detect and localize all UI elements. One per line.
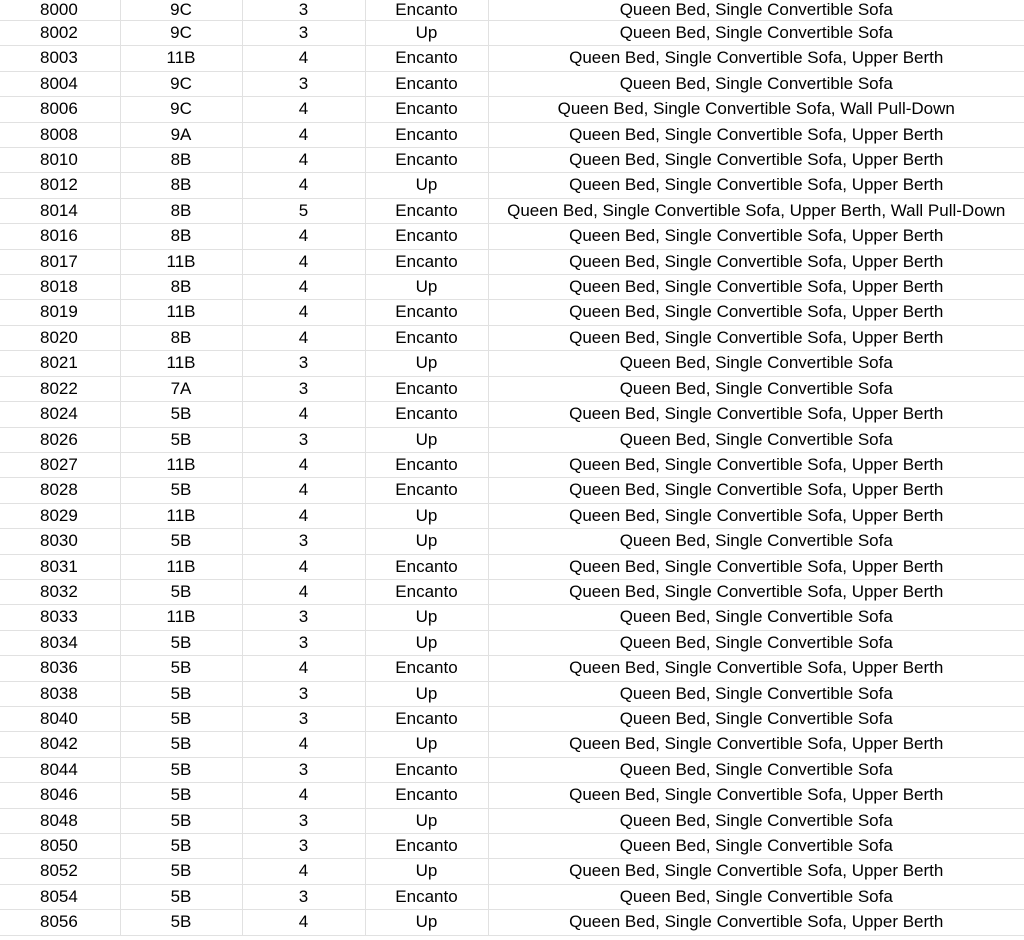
occupancy-cell[interactable]: 3	[242, 21, 365, 46]
location-cell[interactable]: Up	[365, 21, 488, 46]
cabin-number-cell[interactable]: 8050	[0, 834, 120, 859]
occupancy-cell[interactable]: 3	[242, 681, 365, 706]
location-cell[interactable]: Up	[365, 681, 488, 706]
occupancy-cell[interactable]: 3	[242, 706, 365, 731]
table-row	[0, 122, 1024, 147]
cabin-number-cell[interactable]: 8008	[0, 122, 120, 147]
table-row	[0, 275, 1024, 300]
occupancy-cell[interactable]: 4	[242, 224, 365, 249]
location-cell[interactable]: Up	[365, 910, 488, 935]
category-cell[interactable]: 5B	[120, 732, 242, 757]
cabin-number-cell[interactable]: 8033	[0, 605, 120, 630]
table-row	[0, 910, 1024, 935]
location-cell[interactable]: Encanto	[365, 249, 488, 274]
cabin-number-cell[interactable]: 8003	[0, 46, 120, 71]
beds-cell[interactable]: Queen Bed, Single Convertible Sofa, Upper Berth	[488, 148, 1024, 173]
beds-cell[interactable]: Queen Bed, Single Convertible Sofa, Upper Berth, Wall Pull-Down	[488, 198, 1024, 223]
category-cell[interactable]: 5B	[120, 656, 242, 681]
beds-cell[interactable]: Queen Bed, Single Convertible Sofa, Upper Berth	[488, 249, 1024, 274]
cabin-number-cell[interactable]: 8028	[0, 478, 120, 503]
location-cell[interactable]: Encanto	[365, 402, 488, 427]
occupancy-cell[interactable]: 3	[242, 834, 365, 859]
category-cell[interactable]: 11B	[120, 249, 242, 274]
beds-cell[interactable]: Queen Bed, Single Convertible Sofa, Upper Berth	[488, 859, 1024, 884]
table-row	[0, 630, 1024, 655]
cabin-number-cell[interactable]: 8016	[0, 224, 120, 249]
category-cell[interactable]: 5B	[120, 579, 242, 604]
beds-cell[interactable]: Queen Bed, Single Convertible Sofa, Upper Berth	[488, 579, 1024, 604]
category-cell[interactable]: 11B	[120, 300, 242, 325]
occupancy-cell[interactable]: 3	[242, 808, 365, 833]
cabin-number-cell[interactable]: 8052	[0, 859, 120, 884]
cabin-number-cell[interactable]: 8021	[0, 351, 120, 376]
occupancy-cell[interactable]: 3	[242, 884, 365, 909]
category-cell[interactable]: 5B	[120, 529, 242, 554]
table-row	[0, 808, 1024, 833]
cabin-number-cell[interactable]: 8022	[0, 376, 120, 401]
occupancy-cell[interactable]: 4	[242, 732, 365, 757]
cabin-number-cell[interactable]: 8020	[0, 325, 120, 350]
table-row	[0, 427, 1024, 452]
occupancy-cell[interactable]: 4	[242, 122, 365, 147]
beds-cell[interactable]: Queen Bed, Single Convertible Sofa, Upper Berth	[488, 783, 1024, 808]
location-cell[interactable]: Encanto	[365, 325, 488, 350]
location-cell[interactable]: Up	[365, 351, 488, 376]
cabin-number-cell[interactable]: 8054	[0, 884, 120, 909]
location-cell[interactable]: Encanto	[365, 478, 488, 503]
cabin-number-cell[interactable]: 8012	[0, 173, 120, 198]
occupancy-cell[interactable]: 3	[242, 427, 365, 452]
location-cell[interactable]: Up	[365, 529, 488, 554]
category-cell[interactable]: 11B	[120, 351, 242, 376]
occupancy-cell[interactable]: 4	[242, 554, 365, 579]
table-row	[0, 300, 1024, 325]
table-row	[0, 452, 1024, 477]
category-cell[interactable]: 7A	[120, 376, 242, 401]
category-cell[interactable]: 5B	[120, 402, 242, 427]
table-row	[0, 21, 1024, 46]
location-cell[interactable]: Encanto	[365, 452, 488, 477]
beds-cell[interactable]: Queen Bed, Single Convertible Sofa	[488, 605, 1024, 630]
table-row	[0, 757, 1024, 782]
table-row	[0, 834, 1024, 859]
occupancy-cell[interactable]: 4	[242, 148, 365, 173]
beds-cell[interactable]: Queen Bed, Single Convertible Sofa	[488, 808, 1024, 833]
location-cell[interactable]: Encanto	[365, 554, 488, 579]
table-row	[0, 97, 1024, 122]
cabin-number-cell[interactable]: 8014	[0, 198, 120, 223]
location-cell[interactable]: Encanto	[365, 122, 488, 147]
location-cell[interactable]: Up	[365, 275, 488, 300]
category-cell[interactable]: 8B	[120, 198, 242, 223]
category-cell[interactable]: 8B	[120, 148, 242, 173]
table-row	[0, 0, 1024, 21]
category-cell[interactable]: 9A	[120, 122, 242, 147]
occupancy-cell[interactable]: 4	[242, 656, 365, 681]
table-row	[0, 224, 1024, 249]
location-cell[interactable]: Encanto	[365, 224, 488, 249]
category-cell[interactable]: 5B	[120, 681, 242, 706]
beds-cell[interactable]: Queen Bed, Single Convertible Sofa, Upper Berth	[488, 503, 1024, 528]
cabin-number-cell[interactable]: 8038	[0, 681, 120, 706]
location-cell[interactable]: Encanto	[365, 198, 488, 223]
beds-cell[interactable]: Queen Bed, Single Convertible Sofa, Upper Berth	[488, 46, 1024, 71]
location-cell[interactable]: Encanto	[365, 97, 488, 122]
occupancy-cell[interactable]: 4	[242, 97, 365, 122]
occupancy-cell[interactable]: 4	[242, 910, 365, 935]
category-cell[interactable]: 8B	[120, 325, 242, 350]
occupancy-cell[interactable]: 4	[242, 478, 365, 503]
location-cell[interactable]: Encanto	[365, 656, 488, 681]
cabin-number-cell[interactable]: 8019	[0, 300, 120, 325]
occupancy-cell[interactable]: 3	[242, 71, 365, 96]
location-cell[interactable]: Up	[365, 859, 488, 884]
beds-cell[interactable]: Queen Bed, Single Convertible Sofa	[488, 706, 1024, 731]
beds-cell[interactable]: Queen Bed, Single Convertible Sofa, Upper Berth	[488, 478, 1024, 503]
occupancy-cell[interactable]: 3	[242, 630, 365, 655]
occupancy-cell[interactable]: 3	[242, 605, 365, 630]
location-cell[interactable]: Encanto	[365, 71, 488, 96]
location-cell[interactable]: Encanto	[365, 884, 488, 909]
category-cell[interactable]: 11B	[120, 554, 242, 579]
location-cell[interactable]: Up	[365, 427, 488, 452]
category-cell[interactable]: 5B	[120, 478, 242, 503]
table-row	[0, 859, 1024, 884]
table-row	[0, 402, 1024, 427]
beds-cell[interactable]: Queen Bed, Single Convertible Sofa, Upper Berth	[488, 300, 1024, 325]
category-cell[interactable]: 11B	[120, 452, 242, 477]
category-cell[interactable]: 8B	[120, 275, 242, 300]
table-row	[0, 351, 1024, 376]
occupancy-cell[interactable]: 4	[242, 783, 365, 808]
occupancy-cell[interactable]: 3	[242, 0, 365, 21]
beds-cell[interactable]: Queen Bed, Single Convertible Sofa	[488, 757, 1024, 782]
occupancy-cell[interactable]: 4	[242, 300, 365, 325]
cabin-number-cell[interactable]: 8048	[0, 808, 120, 833]
location-cell[interactable]: Encanto	[365, 834, 488, 859]
category-cell[interactable]: 11B	[120, 503, 242, 528]
table-row	[0, 198, 1024, 223]
category-cell[interactable]: 11B	[120, 605, 242, 630]
table-row	[0, 478, 1024, 503]
occupancy-cell[interactable]: 3	[242, 351, 365, 376]
beds-cell[interactable]: Queen Bed, Single Convertible Sofa	[488, 884, 1024, 909]
location-cell[interactable]: Encanto	[365, 783, 488, 808]
location-cell[interactable]: Encanto	[365, 376, 488, 401]
table-row	[0, 325, 1024, 350]
table-row	[0, 656, 1024, 681]
occupancy-cell[interactable]: 4	[242, 503, 365, 528]
table-row	[0, 529, 1024, 554]
category-cell[interactable]: 11B	[120, 46, 242, 71]
category-cell[interactable]: 5B	[120, 757, 242, 782]
occupancy-cell[interactable]: 4	[242, 452, 365, 477]
beds-cell[interactable]: Queen Bed, Single Convertible Sofa	[488, 834, 1024, 859]
cabin-number-cell[interactable]: 8034	[0, 630, 120, 655]
beds-cell[interactable]: Queen Bed, Single Convertible Sofa, Upper Berth	[488, 173, 1024, 198]
beds-cell[interactable]: Queen Bed, Single Convertible Sofa	[488, 71, 1024, 96]
cabin-number-cell[interactable]: 8036	[0, 656, 120, 681]
occupancy-cell[interactable]: 4	[242, 579, 365, 604]
category-cell[interactable]: 9C	[120, 21, 242, 46]
cabin-number-cell[interactable]: 8027	[0, 452, 120, 477]
location-cell[interactable]: Encanto	[365, 300, 488, 325]
cabin-number-cell[interactable]: 8000	[0, 0, 120, 21]
occupancy-cell[interactable]: 4	[242, 275, 365, 300]
category-cell[interactable]: 5B	[120, 884, 242, 909]
category-cell[interactable]: 5B	[120, 427, 242, 452]
beds-cell[interactable]: Queen Bed, Single Convertible Sofa	[488, 427, 1024, 452]
table-row	[0, 503, 1024, 528]
table-row	[0, 554, 1024, 579]
table-row	[0, 732, 1024, 757]
beds-cell[interactable]: Queen Bed, Single Convertible Sofa, Upper Berth	[488, 656, 1024, 681]
occupancy-cell[interactable]: 3	[242, 757, 365, 782]
table-row	[0, 71, 1024, 96]
location-cell[interactable]: Up	[365, 173, 488, 198]
occupancy-cell[interactable]: 4	[242, 402, 365, 427]
occupancy-cell[interactable]: 4	[242, 46, 365, 71]
location-cell[interactable]: Up	[365, 605, 488, 630]
table-row	[0, 376, 1024, 401]
category-cell[interactable]: 5B	[120, 706, 242, 731]
cabin-number-cell[interactable]: 8042	[0, 732, 120, 757]
beds-cell[interactable]: Queen Bed, Single Convertible Sofa, Upper Berth	[488, 554, 1024, 579]
occupancy-cell[interactable]: 3	[242, 529, 365, 554]
occupancy-cell[interactable]: 4	[242, 859, 365, 884]
cabin-number-cell[interactable]: 8032	[0, 579, 120, 604]
table-row	[0, 783, 1024, 808]
table-row	[0, 579, 1024, 604]
cabin-number-cell[interactable]: 8046	[0, 783, 120, 808]
table-row	[0, 46, 1024, 71]
location-cell[interactable]: Up	[365, 808, 488, 833]
occupancy-cell[interactable]: 4	[242, 325, 365, 350]
cabin-number-cell[interactable]: 8040	[0, 706, 120, 731]
beds-cell[interactable]: Queen Bed, Single Convertible Sofa, Wall Pull-Down	[488, 97, 1024, 122]
occupancy-cell[interactable]: 4	[242, 249, 365, 274]
beds-cell[interactable]: Queen Bed, Single Convertible Sofa, Upper Berth	[488, 325, 1024, 350]
cabin-number-cell[interactable]: 8004	[0, 71, 120, 96]
beds-cell[interactable]: Queen Bed, Single Convertible Sofa, Upper Berth	[488, 452, 1024, 477]
cabin-number-cell[interactable]: 8006	[0, 97, 120, 122]
beds-cell[interactable]: Queen Bed, Single Convertible Sofa, Upper Berth	[488, 224, 1024, 249]
location-cell[interactable]: Encanto	[365, 757, 488, 782]
cabin-number-cell[interactable]: 8024	[0, 402, 120, 427]
cabin-number-cell[interactable]: 8031	[0, 554, 120, 579]
category-cell[interactable]: 9C	[120, 97, 242, 122]
category-cell[interactable]: 5B	[120, 910, 242, 935]
table-row	[0, 706, 1024, 731]
location-cell[interactable]: Encanto	[365, 46, 488, 71]
cabin-number-cell[interactable]: 8029	[0, 503, 120, 528]
occupancy-cell[interactable]: 5	[242, 198, 365, 223]
cabin-number-cell[interactable]: 8002	[0, 21, 120, 46]
beds-cell[interactable]: Queen Bed, Single Convertible Sofa, Upper Berth	[488, 732, 1024, 757]
category-cell[interactable]: 5B	[120, 808, 242, 833]
location-cell[interactable]: Up	[365, 732, 488, 757]
beds-cell[interactable]: Queen Bed, Single Convertible Sofa	[488, 630, 1024, 655]
category-cell[interactable]: 9C	[120, 0, 242, 21]
cabin-number-cell[interactable]: 8044	[0, 757, 120, 782]
beds-cell[interactable]: Queen Bed, Single Convertible Sofa, Upper Berth	[488, 910, 1024, 935]
occupancy-cell[interactable]: 3	[242, 376, 365, 401]
category-cell[interactable]: 5B	[120, 859, 242, 884]
beds-cell[interactable]: Queen Bed, Single Convertible Sofa	[488, 351, 1024, 376]
table-row	[0, 681, 1024, 706]
table-row	[0, 148, 1024, 173]
category-cell[interactable]: 5B	[120, 834, 242, 859]
beds-cell[interactable]: Queen Bed, Single Convertible Sofa	[488, 21, 1024, 46]
cabin-number-cell[interactable]: 8018	[0, 275, 120, 300]
category-cell[interactable]: 8B	[120, 224, 242, 249]
location-cell[interactable]: Encanto	[365, 579, 488, 604]
category-cell[interactable]: 5B	[120, 783, 242, 808]
occupancy-cell[interactable]: 4	[242, 173, 365, 198]
location-cell[interactable]: Up	[365, 630, 488, 655]
table-row	[0, 249, 1024, 274]
location-cell[interactable]: Encanto	[365, 148, 488, 173]
beds-cell[interactable]: Queen Bed, Single Convertible Sofa	[488, 529, 1024, 554]
table-row	[0, 173, 1024, 198]
category-cell[interactable]: 8B	[120, 173, 242, 198]
location-cell[interactable]: Up	[365, 503, 488, 528]
beds-cell[interactable]: Queen Bed, Single Convertible Sofa, Upper Berth	[488, 275, 1024, 300]
cabin-number-cell[interactable]: 8030	[0, 529, 120, 554]
cabin-number-cell[interactable]: 8056	[0, 910, 120, 935]
cabin-number-cell[interactable]: 8010	[0, 148, 120, 173]
table-row	[0, 605, 1024, 630]
table-row	[0, 884, 1024, 909]
beds-cell[interactable]: Queen Bed, Single Convertible Sofa	[488, 376, 1024, 401]
location-cell[interactable]: Encanto	[365, 0, 488, 21]
category-cell[interactable]: 9C	[120, 71, 242, 96]
category-cell[interactable]: 5B	[120, 630, 242, 655]
beds-cell[interactable]: Queen Bed, Single Convertible Sofa, Upper Berth	[488, 122, 1024, 147]
cabin-number-cell[interactable]: 8017	[0, 249, 120, 274]
location-cell[interactable]: Encanto	[365, 706, 488, 731]
beds-cell[interactable]: Queen Bed, Single Convertible Sofa	[488, 0, 1024, 21]
beds-cell[interactable]: Queen Bed, Single Convertible Sofa, Upper Berth	[488, 402, 1024, 427]
cabin-number-cell[interactable]: 8026	[0, 427, 120, 452]
beds-cell[interactable]: Queen Bed, Single Convertible Sofa	[488, 681, 1024, 706]
